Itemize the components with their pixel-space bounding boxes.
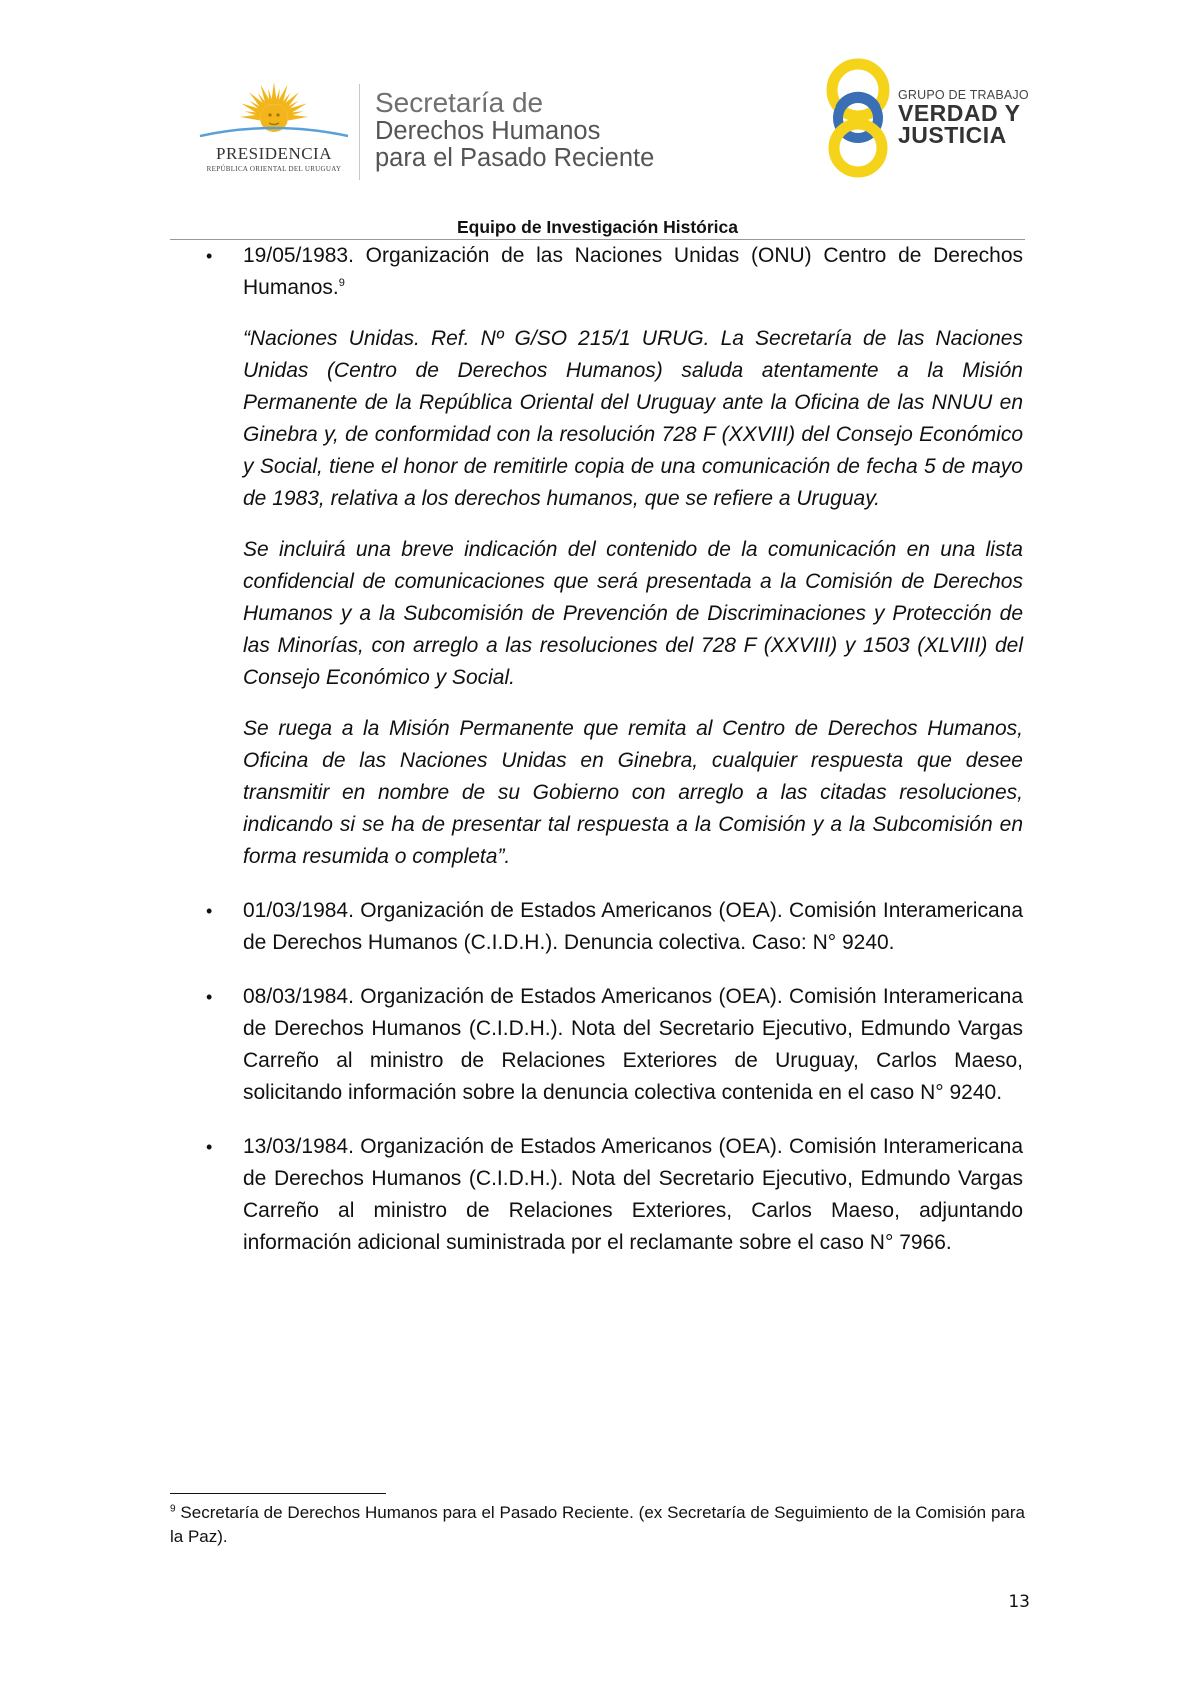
quote-paragraph: Se ruega a la Misión Permanente que remita al Centro de Derechos Humanos, Oficina de las Naciones Unidas en Ginebra, cualquier respuesta que desee transmitir en nombre de su Gobierno con arreglo a las citadas resoluciones, indicando si se ha de presentar tal respuesta a la Comisión y a la Subcomisión en forma resumida o completa”. [243,717,1023,868]
page-number: 13 [1008,1592,1030,1612]
list-item [206,981,1023,1109]
presidencia-logo [196,80,352,180]
grupo-de-trabajo-label: GRUPO DE TRABAJO [898,88,1029,102]
verdad-justicia-wordmark [898,88,1048,146]
linked-rings-icon [820,56,896,180]
bullet: • [206,246,213,266]
bullet: • [206,1137,213,1157]
footnote [170,1501,1025,1549]
quote-paragraph: Se incluirá una breve indicación del contenido de la comunicación en una lista confidencial de comunicaciones que será presentada a la Comisión de Derechos Humanos y a la Subcomisión de Prevención de Discriminaciones y Protección de las Minorías, con arreglo a las resoluciones del 728 F (XXVIII) y 1503 (XLVIII) del Consejo Económico y Social. [243,538,1023,689]
bullet: • [206,987,213,1007]
entry-text: 13/03/1984. Organización de Estados Americanos (OEA). Comisión Interamericana de Derechos Humanos (C.I.D.H.). Nota del Secretario Ejecutivo, Edmundo Vargas Carreño al ministro de Relaciones Exteriores, Carlos Maeso, adjuntando información adicional suministrada por el reclamante sobre el caso N° 7966. [243,1135,1023,1254]
sun-emblem-icon [196,80,352,146]
bullet: • [206,901,213,921]
quote-paragraph: “Naciones Unidas. Ref. Nº G/SO 215/1 URUG. La Secretaría de las Naciones Unidas (Centro de Derechos Humanos) saluda atentamente a la Misión Permanente de la República Oriental del Uruguay ante la Oficina de las NNUU en Ginebra y, de conformidad con la resolución 728 F (XXVIII) del Consejo Económico y Social, tiene el honor de remitirle copia de una comunicación de fecha 5 de mayo de 1983, relativa a los derechos humanos, que se refiere a Uruguay. [243,327,1023,510]
footnote-ref: 9 [338,277,345,289]
verdad-label: VERDAD Y [898,100,1021,126]
logo-divider [359,84,360,180]
secretaria-line-3: para el Pasado Reciente [375,144,655,172]
entry-text: 08/03/1984. Organización de Estados Americanos (OEA). Comisión Interamericana de Derechos Humanos (C.I.D.H.). Nota del Secretario Ejecutivo, Edmundo Vargas Carreño al ministro de Relaciones Exteriores de Uruguay, Carlos Maeso, solicitando información sobre la denuncia colectiva contenida en el caso N° 9240. [243,985,1023,1104]
list-item [206,1131,1023,1259]
document-body [206,240,1023,1281]
list-item [206,895,1023,959]
entry-text [243,240,1023,304]
presidencia-sublabel: REPÚBLICA ORIENTAL DEL URUGUAY [206,165,342,173]
list-item [206,240,1023,873]
team-header: Equipo de Investigación Histórica [456,217,739,237]
entry-text: 01/03/1984. Organización de Estados Americanos (OEA). Comisión Interamericana de Derechos Humanos (C.I.D.H.). Denuncia colectiva. Caso: N° 9240. [243,899,1023,954]
footnote-rule [170,1493,386,1494]
footnote-text: Secretaría de Derechos Humanos para el Pasado Reciente. (ex Secretaría de Seguimiento de la Comisión para la Paz). [170,1503,1025,1546]
entry-text-content: 19/05/1983. Organización de las Naciones Unidas (ONU) Centro de Derechos Humanos. [243,244,1023,299]
justicia-label: JUSTICIA [898,122,1007,148]
footnote-number: 9 [170,1503,176,1515]
presidencia-label: PRESIDENCIA [215,144,332,163]
secretaria-wordmark [375,88,715,172]
secretaria-line-2: Derechos Humanos [375,117,601,145]
secretaria-line-1: Secretaría de [375,87,544,118]
